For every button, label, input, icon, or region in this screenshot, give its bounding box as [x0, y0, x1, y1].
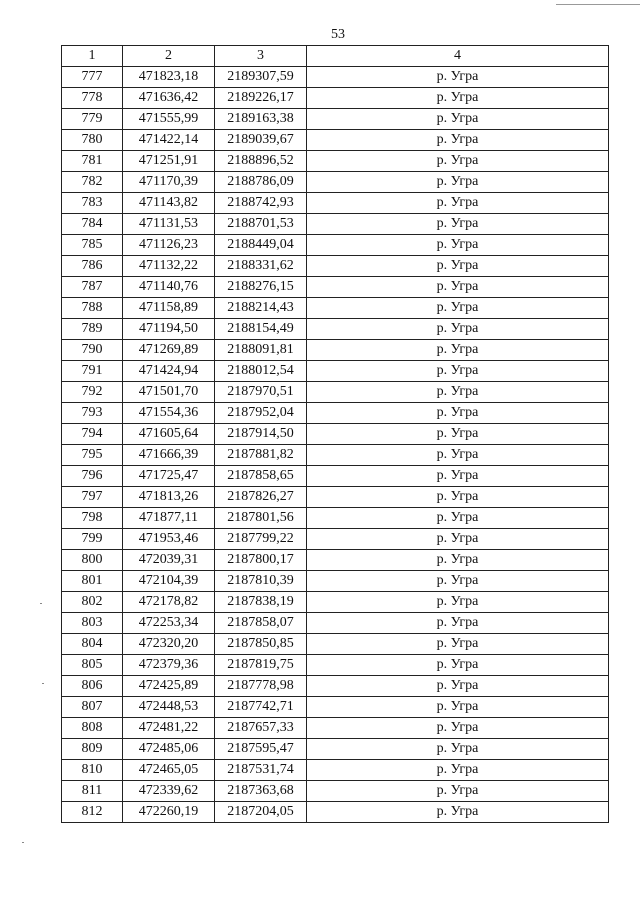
table-row	[62, 67, 609, 88]
point-number-cell: 785	[62, 235, 123, 256]
table-row	[62, 88, 609, 109]
point-number-cell: 787	[62, 277, 123, 298]
y-coordinate-cell: 2187657,33	[215, 718, 307, 739]
x-coordinate-cell: 472425,89	[123, 676, 215, 697]
description-cell: р. Угра	[307, 550, 609, 571]
description-cell: р. Угра	[307, 277, 609, 298]
x-coordinate-cell: 472253,34	[123, 613, 215, 634]
description-cell: р. Угра	[307, 67, 609, 88]
y-coordinate-cell: 2188214,43	[215, 298, 307, 319]
scan-speck	[22, 842, 24, 843]
y-coordinate-cell: 2189307,59	[215, 67, 307, 88]
x-coordinate-cell: 471424,94	[123, 361, 215, 382]
description-cell: р. Угра	[307, 655, 609, 676]
x-coordinate-cell: 471143,82	[123, 193, 215, 214]
point-number-cell: 788	[62, 298, 123, 319]
description-cell: р. Угра	[307, 508, 609, 529]
y-coordinate-cell: 2187826,27	[215, 487, 307, 508]
point-number-cell: 808	[62, 718, 123, 739]
y-coordinate-cell: 2187531,74	[215, 760, 307, 781]
point-number-cell: 807	[62, 697, 123, 718]
description-cell: р. Угра	[307, 214, 609, 235]
page-number: 53	[331, 27, 345, 42]
y-coordinate-cell: 2187742,71	[215, 697, 307, 718]
description-cell: р. Угра	[307, 88, 609, 109]
table-row	[62, 487, 609, 508]
point-number-cell: 781	[62, 151, 123, 172]
x-coordinate-cell: 472379,36	[123, 655, 215, 676]
y-coordinate-cell: 2187850,85	[215, 634, 307, 655]
table-row	[62, 424, 609, 445]
y-coordinate-cell: 2187970,51	[215, 382, 307, 403]
description-cell: р. Угра	[307, 571, 609, 592]
table-row	[62, 550, 609, 571]
table-row	[62, 382, 609, 403]
description-cell: р. Угра	[307, 382, 609, 403]
description-cell: р. Угра	[307, 172, 609, 193]
x-coordinate-cell: 471636,42	[123, 88, 215, 109]
table-row	[62, 319, 609, 340]
description-cell: р. Угра	[307, 424, 609, 445]
description-cell: р. Угра	[307, 697, 609, 718]
point-number-cell: 795	[62, 445, 123, 466]
description-cell: р. Угра	[307, 529, 609, 550]
y-coordinate-cell: 2188449,04	[215, 235, 307, 256]
description-cell: р. Угра	[307, 718, 609, 739]
y-coordinate-cell: 2187881,82	[215, 445, 307, 466]
y-coordinate-cell: 2188012,54	[215, 361, 307, 382]
point-number-cell: 777	[62, 67, 123, 88]
y-coordinate-cell: 2189039,67	[215, 130, 307, 151]
header-row	[62, 46, 609, 67]
point-number-cell: 801	[62, 571, 123, 592]
description-cell: р. Угра	[307, 403, 609, 424]
x-coordinate-cell: 471158,89	[123, 298, 215, 319]
coordinates-table	[61, 45, 609, 823]
x-coordinate-cell: 471170,39	[123, 172, 215, 193]
description-cell: р. Угра	[307, 235, 609, 256]
y-coordinate-cell: 2187363,68	[215, 781, 307, 802]
description-cell: р. Угра	[307, 739, 609, 760]
table-row	[62, 466, 609, 487]
x-coordinate-cell: 471194,50	[123, 319, 215, 340]
y-coordinate-cell: 2189226,17	[215, 88, 307, 109]
y-coordinate-cell: 2187778,98	[215, 676, 307, 697]
point-number-cell: 778	[62, 88, 123, 109]
x-coordinate-cell: 471725,47	[123, 466, 215, 487]
table-row	[62, 613, 609, 634]
table-row	[62, 193, 609, 214]
point-number-cell: 796	[62, 466, 123, 487]
point-number-cell: 794	[62, 424, 123, 445]
x-coordinate-cell: 472320,20	[123, 634, 215, 655]
x-coordinate-cell: 472485,06	[123, 739, 215, 760]
point-number-cell: 806	[62, 676, 123, 697]
table-row	[62, 109, 609, 130]
point-number-cell: 779	[62, 109, 123, 130]
x-coordinate-cell: 472039,31	[123, 550, 215, 571]
scan-speck	[40, 603, 42, 604]
description-cell: р. Угра	[307, 151, 609, 172]
y-coordinate-cell: 2187204,05	[215, 802, 307, 823]
description-cell: р. Угра	[307, 781, 609, 802]
table-row	[62, 529, 609, 550]
table-row	[62, 802, 609, 823]
y-coordinate-cell: 2187800,17	[215, 550, 307, 571]
table-header	[62, 46, 609, 67]
x-coordinate-cell: 471877,11	[123, 508, 215, 529]
point-number-cell: 811	[62, 781, 123, 802]
x-coordinate-cell: 471251,91	[123, 151, 215, 172]
y-coordinate-cell: 2187838,19	[215, 592, 307, 613]
point-number-cell: 803	[62, 613, 123, 634]
y-coordinate-cell: 2187952,04	[215, 403, 307, 424]
point-number-cell: 791	[62, 361, 123, 382]
point-number-cell: 793	[62, 403, 123, 424]
y-coordinate-cell: 2188786,09	[215, 172, 307, 193]
x-coordinate-cell: 472448,53	[123, 697, 215, 718]
y-coordinate-cell: 2188742,93	[215, 193, 307, 214]
y-coordinate-cell: 2189163,38	[215, 109, 307, 130]
description-cell: р. Угра	[307, 760, 609, 781]
y-coordinate-cell: 2188701,53	[215, 214, 307, 235]
x-coordinate-cell: 471555,99	[123, 109, 215, 130]
point-number-cell: 789	[62, 319, 123, 340]
x-coordinate-cell: 472104,39	[123, 571, 215, 592]
description-cell: р. Угра	[307, 193, 609, 214]
description-cell: р. Угра	[307, 256, 609, 277]
point-number-cell: 783	[62, 193, 123, 214]
description-cell: р. Угра	[307, 466, 609, 487]
table-row	[62, 655, 609, 676]
header-col-1: 1	[62, 46, 123, 67]
description-cell: р. Угра	[307, 340, 609, 361]
y-coordinate-cell: 2188276,15	[215, 277, 307, 298]
x-coordinate-cell: 471823,18	[123, 67, 215, 88]
table-row	[62, 403, 609, 424]
table-row	[62, 718, 609, 739]
description-cell: р. Угра	[307, 298, 609, 319]
x-coordinate-cell: 471422,14	[123, 130, 215, 151]
y-coordinate-cell: 2188091,81	[215, 340, 307, 361]
table-row	[62, 739, 609, 760]
table-row	[62, 445, 609, 466]
table-body	[62, 67, 609, 823]
y-coordinate-cell: 2187819,75	[215, 655, 307, 676]
x-coordinate-cell: 472465,05	[123, 760, 215, 781]
table-row	[62, 277, 609, 298]
table-row	[62, 256, 609, 277]
point-number-cell: 802	[62, 592, 123, 613]
point-number-cell: 799	[62, 529, 123, 550]
header-col-4: 4	[307, 46, 609, 67]
point-number-cell: 804	[62, 634, 123, 655]
scan-speck	[42, 683, 44, 684]
table-row	[62, 340, 609, 361]
x-coordinate-cell: 471132,22	[123, 256, 215, 277]
table-row	[62, 214, 609, 235]
x-coordinate-cell: 471554,36	[123, 403, 215, 424]
table-row	[62, 781, 609, 802]
y-coordinate-cell: 2187595,47	[215, 739, 307, 760]
header-col-3: 3	[215, 46, 307, 67]
description-cell: р. Угра	[307, 634, 609, 655]
table-row	[62, 298, 609, 319]
x-coordinate-cell: 471140,76	[123, 277, 215, 298]
top-edge-rule	[556, 4, 640, 5]
x-coordinate-cell: 472339,62	[123, 781, 215, 802]
x-coordinate-cell: 472260,19	[123, 802, 215, 823]
x-coordinate-cell: 471131,53	[123, 214, 215, 235]
table-row	[62, 634, 609, 655]
point-number-cell: 792	[62, 382, 123, 403]
y-coordinate-cell: 2188154,49	[215, 319, 307, 340]
y-coordinate-cell: 2187914,50	[215, 424, 307, 445]
y-coordinate-cell: 2188331,62	[215, 256, 307, 277]
description-cell: р. Угра	[307, 802, 609, 823]
x-coordinate-cell: 471501,70	[123, 382, 215, 403]
description-cell: р. Угра	[307, 319, 609, 340]
table-row	[62, 676, 609, 697]
description-cell: р. Угра	[307, 109, 609, 130]
description-cell: р. Угра	[307, 130, 609, 151]
y-coordinate-cell: 2187858,65	[215, 466, 307, 487]
point-number-cell: 800	[62, 550, 123, 571]
description-cell: р. Угра	[307, 613, 609, 634]
y-coordinate-cell: 2187799,22	[215, 529, 307, 550]
table-row	[62, 760, 609, 781]
table-row	[62, 592, 609, 613]
point-number-cell: 812	[62, 802, 123, 823]
table-row	[62, 130, 609, 151]
point-number-cell: 809	[62, 739, 123, 760]
x-coordinate-cell: 471269,89	[123, 340, 215, 361]
point-number-cell: 810	[62, 760, 123, 781]
y-coordinate-cell: 2187810,39	[215, 571, 307, 592]
point-number-cell: 784	[62, 214, 123, 235]
x-coordinate-cell: 471126,23	[123, 235, 215, 256]
description-cell: р. Угра	[307, 445, 609, 466]
table-row	[62, 151, 609, 172]
description-cell: р. Угра	[307, 361, 609, 382]
table-row	[62, 697, 609, 718]
description-cell: р. Угра	[307, 676, 609, 697]
point-number-cell: 805	[62, 655, 123, 676]
description-cell: р. Угра	[307, 487, 609, 508]
table-row	[62, 508, 609, 529]
point-number-cell: 786	[62, 256, 123, 277]
y-coordinate-cell: 2187801,56	[215, 508, 307, 529]
y-coordinate-cell: 2187858,07	[215, 613, 307, 634]
x-coordinate-cell: 471666,39	[123, 445, 215, 466]
point-number-cell: 790	[62, 340, 123, 361]
point-number-cell: 797	[62, 487, 123, 508]
table-row	[62, 571, 609, 592]
x-coordinate-cell: 472178,82	[123, 592, 215, 613]
x-coordinate-cell: 471605,64	[123, 424, 215, 445]
table-row	[62, 172, 609, 193]
x-coordinate-cell: 472481,22	[123, 718, 215, 739]
y-coordinate-cell: 2188896,52	[215, 151, 307, 172]
point-number-cell: 780	[62, 130, 123, 151]
x-coordinate-cell: 471813,26	[123, 487, 215, 508]
point-number-cell: 798	[62, 508, 123, 529]
table-row	[62, 361, 609, 382]
header-col-2: 2	[123, 46, 215, 67]
point-number-cell: 782	[62, 172, 123, 193]
table-row	[62, 235, 609, 256]
x-coordinate-cell: 471953,46	[123, 529, 215, 550]
description-cell: р. Угра	[307, 592, 609, 613]
